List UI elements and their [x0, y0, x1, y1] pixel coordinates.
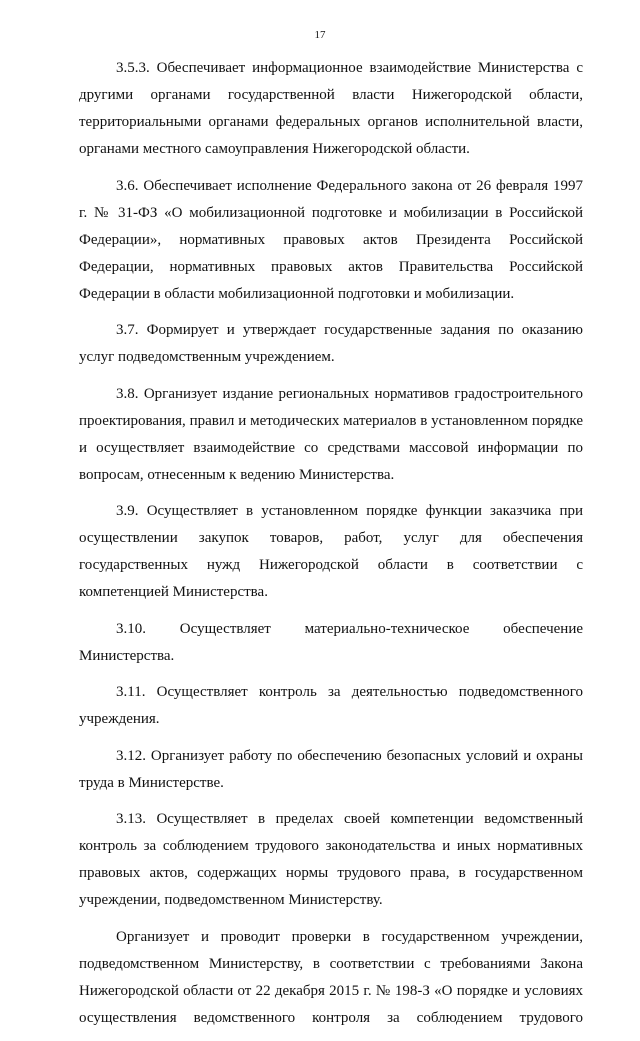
page-number: 17: [314, 29, 326, 41]
paragraph-3-12: 3.12. Организует работу по обеспечению безопасных условий и охраны труда в Министерстве.: [79, 747, 583, 791]
paragraph-3-9: 3.9. Осуществляет в установленном порядке функции заказчика при осуществлении закупок товаров, работ, услуг для обеспечения государственных нужд Нижегородской области в соответствии с компетенцией Министерства.: [79, 503, 583, 600]
paragraph-3-6: 3.6. Обеспечивает исполнение Федерального закона от 26 февраля 1997 г. № 31-ФЗ «О мобилизационной подготовке и мобилизации в Российской Федерации», нормативных правовых актов Президента Российской Федерации, нормативных правовых актов Правительства Российской Федерации в области мобилизационной подготовки и мобилизации.: [79, 177, 583, 302]
paragraph-3-10: 3.10. Осуществляет материально-техническое обеспечение Министерства.: [79, 620, 583, 664]
paragraph-inspections: Организует и проводит проверки в государственном учреждении, подведомственном Министерству, в соответствии с требованиями Закона Нижегородской области от 22 декабря 2015 г. № 198-З «О порядке и условиях осуществления ведомственного контроля за соблюдением трудового: [79, 928, 583, 1026]
paragraph-3-7: 3.7. Формирует и утверждает государственные задания по оказанию услуг подведомственным учреждением.: [79, 322, 583, 365]
paragraph-3-8: 3.8. Организует издание региональных нормативов градостроительного проектирования, правил и методических материалов в установленном порядке и осуществляет взаимодействие со средствами массовой информации по вопросам, отнесенным к ведению Министерства.: [79, 385, 583, 483]
paragraph-3-5-3: 3.5.3. Обеспечивает информационное взаимодействие Министерства с другими органами государственной власти Нижегородской области, территориальными органами федеральных органов исполнительной власти, органами местного самоуправления Нижегородской области.: [79, 60, 583, 157]
paragraph-3-11: 3.11. Осуществляет контроль за деятельностью подведомственного учреждения.: [79, 684, 583, 727]
document-body: [79, 55, 583, 1041]
paragraph-3-13: 3.13. Осуществляет в пределах своей компетенции ведомственный контроль за соблюдением трудового законодательства и иных нормативных правовых актов, содержащих нормы трудового права, в государственном учреждении, подведомственном Министерству.: [79, 811, 583, 908]
